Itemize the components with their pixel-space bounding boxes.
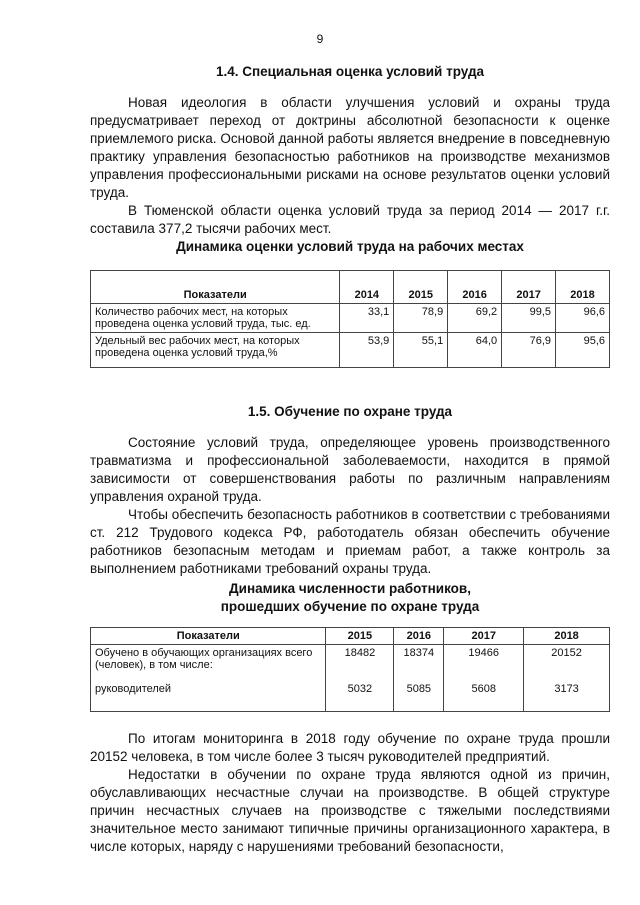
table-1-title: Динамика оценки условий труда на рабочих местах — [176, 239, 524, 254]
table-2-title — [90, 580, 610, 616]
table-cell: 69,2 — [448, 304, 502, 333]
assessment-table — [90, 270, 610, 368]
table-cell: 55,1 — [394, 333, 448, 368]
page-number: 9 — [316, 32, 324, 46]
table-cell: 5608 — [444, 679, 524, 712]
table-header: 2016 — [448, 271, 502, 304]
table-cell: Удельный вес рабочих мест, на которых проведена оценка условий труда,% — [91, 333, 340, 368]
table-header: 2018 — [524, 628, 610, 645]
table-row — [91, 679, 610, 712]
table-header: 2015 — [394, 271, 448, 304]
table-header-row — [91, 271, 610, 304]
table-cell: 5085 — [394, 679, 444, 712]
table-header-row — [91, 628, 610, 645]
table-cell: 3173 — [524, 679, 610, 712]
table-header: 2016 — [394, 628, 444, 645]
table-cell: 53,9 — [340, 333, 394, 368]
table-header: 2014 — [340, 271, 394, 304]
table-header: 2017 — [444, 628, 524, 645]
table-header: Показатели — [91, 628, 326, 645]
table-2-title-line-2: прошедших обучение по охране труда — [220, 599, 480, 614]
section-1-4-body — [90, 94, 610, 238]
table-row — [91, 645, 610, 680]
table-cell: 95,6 — [556, 333, 610, 368]
table-header: Показатели — [91, 271, 340, 304]
section-1-5-paragraph-2: Чтобы обеспечить безопасность работников в соответствии с требованиями ст. 212 Трудового кодекса РФ, работодатель обязан обеспечить обучение работников безопасным методам и приемам работ, а также контроль за выполнением работниками требований охраны труда. — [90, 507, 610, 576]
section-1-5-paragraph-4: Недостатки в обучении по охране труда являются одной из причин, обуславливающих несчастные случаи на производстве. В общей структуре причин несчастных случаев на производстве с тяжелыми последствиями значительное место занимают типичные причины организационного характера, в числе которых, наряду с нарушениями требований безопасности, — [90, 767, 610, 854]
table-cell: 64,0 — [448, 333, 502, 368]
section-1-5-continued — [90, 730, 610, 856]
table-cell: 18374 — [394, 645, 444, 680]
table-cell: Обучено в обучающих организациях всего (человек), в том числе: — [91, 645, 326, 680]
table-header: 2015 — [326, 628, 394, 645]
table-header: 2017 — [502, 271, 556, 304]
table-row — [91, 333, 610, 368]
table-cell: 76,9 — [502, 333, 556, 368]
table-cell: 33,1 — [340, 304, 394, 333]
section-1-5-body — [90, 434, 610, 578]
table-cell: 78,9 — [394, 304, 448, 333]
section-1-4-paragraph-2: В Тюменской области оценка условий труда за период 2014 — 2017 г.г. составила 377,2 тысячи рабочих мест. — [90, 203, 610, 236]
section-1-5-paragraph-1: Состояние условий труда, определяющее уровень производственного травматизма и профессиональной заболеваемости, находится в прямой зависимости от совершенствования работы по различным направлениям управления охраной труда. — [90, 435, 610, 504]
table-2-title-line-1: Динамика численности работников, — [229, 581, 471, 596]
training-table — [90, 627, 610, 712]
table-cell: 99,5 — [502, 304, 556, 333]
table-row — [91, 304, 610, 333]
table-cell: 18482 — [326, 645, 394, 680]
table-cell: руководителей — [91, 679, 326, 712]
table-cell: Количество рабочих мест, на которых проведена оценка условий труда, тыс. ед. — [91, 304, 340, 333]
table-cell: 20152 — [524, 645, 610, 680]
table-header: 2018 — [556, 271, 610, 304]
section-1-5-title: 1.5. Обучение по охране труда — [247, 404, 453, 419]
table-cell: 96,6 — [556, 304, 610, 333]
section-1-5-paragraph-3: По итогам мониторинга в 2018 году обучение по охране труда прошли 20152 человека, в том числе более 3 тысяч руководителей предприятий. — [90, 731, 610, 764]
section-1-4-paragraph-1: Новая идеология в области улучшения условий и охраны труда предусматривает переход от доктрины абсолютной безопасности к оценке приемлемого риска. Основой данной работы является внедрение в повседневную практику управления безопасностью работников на производстве механизмов управления профессиональными рисками на основе результатов оценки условий труда. — [90, 95, 610, 200]
table-cell: 5032 — [326, 679, 394, 712]
table-cell: 19466 — [444, 645, 524, 680]
section-1-4-title: 1.4. Специальная оценка условий труда — [215, 64, 485, 79]
